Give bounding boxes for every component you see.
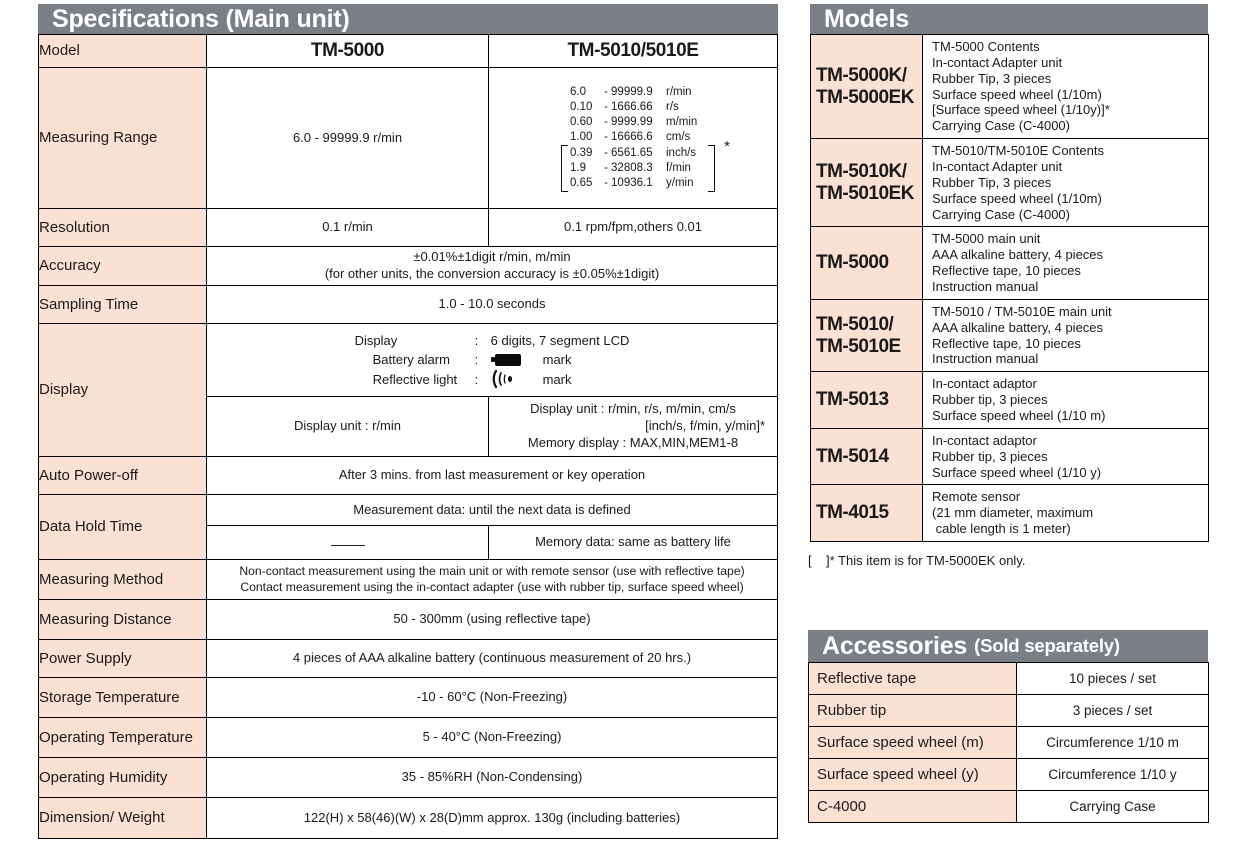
table-row <box>809 695 1209 727</box>
accessories-table <box>808 662 1209 823</box>
model-content-line: Carrying Case (C-4000) <box>932 118 1070 134</box>
cell-auto-power-off-label: Auto Power-off <box>39 457 207 495</box>
cell-accessory-name: Surface speed wheel (y) <box>809 759 1017 791</box>
accuracy-line-2: (for other units, the conversion accuracy is ±0.05%±1digit) <box>324 266 660 281</box>
models-table <box>810 34 1209 542</box>
model-name-line: TM-5010/ <box>816 313 894 335</box>
cell-model-name <box>811 227 923 299</box>
specifications-panel <box>38 4 778 839</box>
table-row-power-supply <box>39 640 778 678</box>
cell-accessory-name: Reflective tape <box>809 663 1017 695</box>
cell-dimension-weight-value: 122(H) x 58(46)(W) x 28(D)mm approx. 130g (including batteries) <box>207 798 778 839</box>
display-line-display <box>355 331 630 350</box>
model-content-line: Surface speed wheel (1/10 y) <box>932 464 1102 480</box>
models-panel <box>810 4 1208 542</box>
table-row-sampling-time <box>39 286 778 324</box>
table-row <box>809 663 1209 695</box>
model-name-line: TM-5000EK <box>816 86 914 108</box>
display-line-battery-alarm <box>355 350 630 369</box>
bracket-right <box>708 145 715 193</box>
range-to: - 99999.9 <box>604 85 653 98</box>
table-row-accuracy <box>39 247 778 286</box>
measuring-range-row <box>570 146 708 161</box>
cell-dimension-weight-label: Dimension/ Weight <box>39 798 207 839</box>
range-plain-rows <box>570 85 708 146</box>
range-to: - 9999.99 <box>604 116 653 129</box>
battery-icon <box>491 354 543 366</box>
display-unit-line-1: Display unit : r/min, r/s, m/min, cm/s <box>530 401 736 417</box>
cell-model-name <box>811 372 923 429</box>
table-row <box>811 35 1209 139</box>
table-row <box>811 299 1209 371</box>
cell-accessory-name: C-4000 <box>809 791 1017 823</box>
cell-sampling-time-label: Sampling Time <box>39 286 207 324</box>
table-row-measuring-range <box>39 68 778 209</box>
cell-display-specs <box>207 324 778 397</box>
range-to: - 32808.3 <box>604 161 653 174</box>
model-content-line: AAA alkaline battery, 4 pieces <box>932 319 1104 335</box>
range-from: 1.9 <box>570 161 586 174</box>
cell-measuring-distance-label: Measuring Distance <box>39 600 207 640</box>
cell-accessory-value: Circumference 1/10 y <box>1017 759 1209 791</box>
range-unit: r/s <box>666 100 679 113</box>
model-content-line: Surface speed wheel (1/10 m) <box>932 408 1106 424</box>
table-row <box>811 428 1209 485</box>
cell-model-tm5000: TM-5000 <box>207 35 489 68</box>
cell-model-name <box>811 139 923 227</box>
table-row <box>811 485 1209 542</box>
accessories-panel <box>808 630 1208 823</box>
cell-model-name <box>811 299 923 371</box>
cell-model-name <box>811 428 923 485</box>
bracket-left <box>561 145 568 193</box>
cell-operating-temperature-value: 5 - 40°C (Non-Freezing) <box>207 718 778 758</box>
models-footnote: [ ]* This item is for TM-5000EK only. <box>808 553 1026 568</box>
model-content-line: [Surface speed wheel (1/10y)]* <box>932 102 1110 118</box>
cell-measuring-range-tm5000: 6.0 - 99999.9 r/min <box>207 68 489 209</box>
measuring-range-row <box>570 176 708 191</box>
cell-operating-humidity-value: 35 - 85%RH (Non-Condensing) <box>207 758 778 798</box>
measuring-range-row <box>570 100 708 115</box>
cell-model-tm5010: TM-5010/5010E <box>489 35 778 68</box>
table-row-measuring-method <box>39 560 778 600</box>
range-unit: cm/s <box>666 131 691 144</box>
cell-operating-humidity-label: Operating Humidity <box>39 758 207 798</box>
cell-auto-power-off-value: After 3 mins. from last measurement or key operation <box>207 457 778 495</box>
cell-model-contents <box>923 35 1209 139</box>
cell-measuring-method-label: Measuring Method <box>39 560 207 600</box>
model-name-line: TM-5013 <box>816 389 889 411</box>
model-content-line: Reflective tape, 10 pieces <box>932 335 1081 351</box>
cell-operating-temperature-label: Operating Temperature <box>39 718 207 758</box>
range-from: 1.00 <box>570 131 593 144</box>
model-content-line: Surface speed wheel (1/10m) <box>932 190 1102 206</box>
specifications-title: Specifications (Main unit) <box>38 4 778 34</box>
cell-data-hold-time-label: Data Hold Time <box>39 495 207 560</box>
measuring-method-line-2: Contact measurement using the in-contact adapter (use with rubber tip, surface speed wheel) <box>240 579 744 594</box>
specifications-table <box>38 34 778 839</box>
table-row-operating-humidity <box>39 758 778 798</box>
model-content-line: Reflective tape, 10 pieces <box>932 263 1081 279</box>
model-content-line: In-contact Adapter unit <box>932 159 1063 175</box>
model-content-line: Rubber tip, 3 pieces <box>932 392 1048 408</box>
table-row-dimension-weight <box>39 798 778 839</box>
model-content-line: Rubber tip, 3 pieces <box>932 448 1048 464</box>
accessories-title-suffix: (Sold separately) <box>974 635 1120 656</box>
cell-accuracy-label: Accuracy <box>39 247 207 286</box>
cell-accessory-value: 10 pieces / set <box>1017 663 1209 695</box>
cell-display-unit-tm5000: Display unit : r/min <box>207 397 489 457</box>
model-content-line: Surface speed wheel (1/10m) <box>932 86 1102 102</box>
display-value-reflective-light: mark <box>542 371 572 387</box>
model-name-line: TM-5010E <box>816 335 901 357</box>
table-row-resolution <box>39 209 778 247</box>
measuring-range-row <box>570 161 708 176</box>
range-from: 0.60 <box>570 116 593 129</box>
cell-display-unit-tm5010 <box>489 397 778 457</box>
cell-accessory-value: Carrying Case <box>1017 791 1209 823</box>
range-from: 0.10 <box>570 100 593 113</box>
table-row <box>809 727 1209 759</box>
range-unit: y/min <box>666 177 694 190</box>
accuracy-line-1: ±0.01%±1digit r/min, m/min <box>413 249 571 265</box>
cell-data-hold-top: Measurement data: until the next data is defined <box>207 495 778 526</box>
model-content-line: AAA alkaline battery, 4 pieces <box>932 247 1104 263</box>
cell-model-contents <box>923 372 1209 429</box>
model-content-line: Instruction manual <box>932 351 1039 367</box>
cell-storage-temperature-value: -10 - 60°C (Non-Freezing) <box>207 678 778 718</box>
cell-model-name <box>811 485 923 542</box>
range-unit: m/min <box>666 116 698 129</box>
display-value-battery-alarm: mark <box>542 352 572 367</box>
accessories-title <box>808 630 1208 662</box>
cell-measuring-range-label: Measuring Range <box>39 68 207 209</box>
cell-model-contents <box>923 139 1209 227</box>
cell-accuracy-value <box>207 247 778 286</box>
range-unit: r/min <box>666 85 692 98</box>
range-from: 0.39 <box>570 146 593 159</box>
cell-sampling-time-value: 1.0 - 10.0 seconds <box>207 286 778 324</box>
model-content-line: TM-5000 main unit <box>932 231 1041 247</box>
range-to: - 6561.65 <box>604 146 653 159</box>
cell-resolution-tm5010: 0.1 rpm/fpm,others 0.01 <box>489 209 778 247</box>
model-content-line: cable length is 1 meter) <box>932 521 1071 537</box>
cell-power-supply-value: 4 pieces of AAA alkaline battery (continuous measurement of 20 hrs.) <box>207 640 778 678</box>
cell-model-name <box>811 35 923 139</box>
cell-data-hold-dash <box>207 526 489 560</box>
table-row-measuring-distance <box>39 600 778 640</box>
cell-model-contents <box>923 485 1209 542</box>
model-name-line: TM-5010K/ <box>816 161 907 183</box>
table-row-display-upper <box>39 324 778 397</box>
model-content-line: TM-5000 Contents <box>932 39 1040 54</box>
accessories-title-main: Accessories <box>822 631 968 660</box>
cell-measuring-distance-value: 50 - 300mm (using reflective tape) <box>207 600 778 640</box>
cell-resolution-tm5000: 0.1 r/min <box>207 209 489 247</box>
measuring-range-row <box>570 115 708 130</box>
cell-accessory-name: Surface speed wheel (m) <box>809 727 1017 759</box>
model-content-line: Carrying Case (C-4000) <box>932 206 1070 222</box>
display-spec-lines <box>355 331 630 389</box>
cell-measuring-method-value <box>207 560 778 600</box>
cell-power-supply-label: Power Supply <box>39 640 207 678</box>
model-name-line: TM-4015 <box>816 502 889 524</box>
table-row-data-hold-time <box>39 495 778 526</box>
display-key-reflective-light: Reflective light <box>372 371 458 387</box>
table-row <box>811 372 1209 429</box>
display-key-display: Display <box>354 332 398 348</box>
range-to: - 1666.66 <box>604 100 653 113</box>
table-row <box>811 227 1209 299</box>
model-content-line: (21 mm diameter, maximum <box>932 505 1094 521</box>
table-row <box>809 791 1209 823</box>
cell-model-contents <box>923 227 1209 299</box>
display-sep-3: : <box>474 371 479 387</box>
cell-display-label: Display <box>39 324 207 457</box>
display-key-battery-alarm: Battery alarm <box>372 352 450 367</box>
model-name-line: TM-5000 <box>816 252 889 274</box>
range-to: - 16666.6 <box>604 131 653 144</box>
display-value-display: 6 digits, 7 segment LCD <box>490 332 630 348</box>
model-name-line: TM-5014 <box>816 445 889 467</box>
display-unit-line-3: Memory display : MAX,MIN,MEM1-8 <box>527 434 739 450</box>
model-content-line: Instruction manual <box>932 279 1039 295</box>
display-line-reflective-light <box>355 369 630 389</box>
cell-model-label: Model <box>39 35 207 68</box>
model-content-line: In-contact adaptor <box>932 376 1037 392</box>
model-content-line: TM-5010 / TM-5010E main unit <box>932 303 1112 319</box>
model-content-line: Rubber Tip, 3 pieces <box>932 70 1052 86</box>
model-content-line: In-contact Adapter unit <box>932 54 1063 70</box>
table-row-operating-temperature <box>39 718 778 758</box>
range-from: 0.65 <box>570 177 593 190</box>
cell-data-hold-memory: Memory data: same as battery life <box>489 526 778 560</box>
table-row-storage-temperature <box>39 678 778 718</box>
cell-accessory-name: Rubber tip <box>809 695 1017 727</box>
measuring-range-list <box>558 83 730 194</box>
table-row <box>811 139 1209 227</box>
range-unit: f/min <box>666 161 691 174</box>
display-sep-1: : <box>474 332 479 348</box>
model-name-line: TM-5010EK <box>816 182 914 204</box>
model-name-line: TM-5000K/ <box>816 64 907 86</box>
reflective-light-icon <box>491 369 543 389</box>
range-from: 6.0 <box>570 85 586 98</box>
cell-accessory-value: Circumference 1/10 m <box>1017 727 1209 759</box>
model-content-line: TM-5010/TM-5010E Contents <box>932 143 1104 159</box>
range-to: - 10936.1 <box>604 177 653 190</box>
display-sep-2: : <box>474 352 479 367</box>
display-unit-line-2: [inch/s, f/min, y/min]* <box>645 418 765 434</box>
em-dash-icon <box>331 538 365 546</box>
cell-measuring-range-tm5010 <box>489 68 778 209</box>
model-content-line: Rubber Tip, 3 pieces <box>932 174 1052 190</box>
measuring-method-line-1: Non-contact measurement using the main unit or with remote sensor (use with reflective tape) <box>239 563 745 578</box>
model-content-line: In-contact adaptor <box>932 432 1037 448</box>
measuring-range-row <box>570 130 708 145</box>
bracket-asterisk: * <box>724 137 730 155</box>
measuring-range-row <box>570 85 708 100</box>
table-row-model-header <box>39 35 778 68</box>
cell-resolution-label: Resolution <box>39 209 207 247</box>
model-content-line: Remote sensor <box>932 489 1021 505</box>
table-row-auto-power-off <box>39 457 778 495</box>
cell-model-contents <box>923 299 1209 371</box>
table-row <box>809 759 1209 791</box>
models-title: Models <box>810 4 1208 34</box>
cell-model-contents <box>923 428 1209 485</box>
cell-storage-temperature-label: Storage Temperature <box>39 678 207 718</box>
cell-accessory-value: 3 pieces / set <box>1017 695 1209 727</box>
range-unit: inch/s <box>666 146 697 159</box>
